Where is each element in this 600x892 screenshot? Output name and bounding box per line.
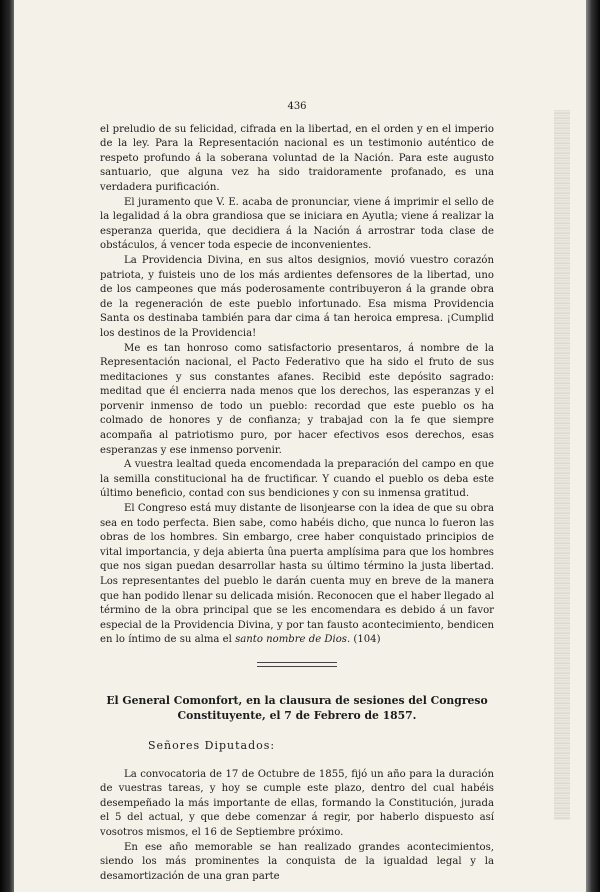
page-number: 436: [287, 101, 307, 112]
paragraph: el preludio de su felicidad, cifrada en la libertad, en el orden y en el imperio de la ley. Para la Representación nacional es un testimonio auténtico de respeto profundo á la soberana voluntad de la Nación. Para este augusto santuario, que alguna vez ha sido traidoramente profanado, es una verdadera purificación.: [100, 123, 494, 193]
paragraph: A vuestra lealtad queda encomendada la preparación del campo en que la semilla constitucional ha de fructificar. Y cuando el pueblo os deba este último beneficio, contad con sus bendiciones y con su inmensa gratitud.: [100, 459, 494, 500]
italic-phrase: santo nombre de Dios.: [235, 634, 351, 646]
paragraph: Me es tan honroso como satisfactorio presentaros, á nombre de la Representación nacional, el Pacto Federativo que ha sido el fruto de sus meditaciones y sus constantes afanes. Recibid este depósito sagrado: meditad que él encierra nada menos que los derechos, las esperanzas y el porvenir inmenso de todo un pueblo: recordad que este pueblo os ha colmado de honores y de confianza; y trabajad con la fe que siempre acompaña al patriotismo puro, por hacer efectivos esos derechos, esas esperanzas y ese inmenso porvenir.: [100, 342, 494, 456]
footnote-ref: (104): [350, 634, 381, 646]
heading-line: El General Comonfort, en la clausura de sesiones del Congreso: [106, 693, 488, 707]
paragraph-text: El Congreso está muy distante de lisonjearse con la idea de que su obra sea en todo perfecta. Bien sabe, como habéis dicho, que nunca lo fueron las obras de los hombres. Sin embargo, cree haber conquistado principios de vital importancia, y deja abierta ûna puerta amplísima para que los hombres que nos sigan puedan desarrollar hasta su último término la justa libertad. Los representantes del pueblo le darán cuenta muy en breve de la manera que han podido llenar su delicada misión. Reconocen que el haber llegado al término de la obra principal que se les encomendara es debido á un favor especial de la Providencia Divina, y por tan fausto acontecimiento, bendicen en lo íntimo de su alma el: [100, 503, 494, 646]
salutation: Señores Diputados:: [148, 738, 276, 752]
paragraph: La convocatoria de 17 de Octubre de 1855, fijó un año para la duración de vuestras tareas, y hoy se cumple este plazo, dentro del cual habéis desempeñado la más importante de ellas, formando la Constitución, jurada el 5 del actual, y que debe comenzar á regir, por haberlo dispuesto así vosotros mismos, el 16 de Septiembre próximo.: [100, 768, 494, 838]
scan-artifact-strip: [554, 110, 570, 820]
heading-line: Constituyente, el 7 de Febrero de 1857.: [177, 708, 417, 722]
paragraph: En ese año memorable se han realizado grandes acontecimientos, siendo los más prominentes la conquista de la igualdad legal y la desamortización de una gran parte: [100, 841, 494, 882]
paragraph-final: [100, 502, 494, 648]
paragraph: El juramento que V. E. acaba de pronunciar, viene á imprimir el sello de la legalidad á la obra grandiosa que se iniciara en Ayutla; viene á realizar la esperanza querida, que decidiera á la Nación á arrostrar toda clase de obstáculos, á vencer toda especie de inconvenientes.: [100, 196, 494, 252]
section-separator: [257, 662, 337, 667]
scan-right-edge: [586, 0, 600, 892]
paragraph: La Providencia Divina, en sus altos designios, movió vuestro corazón patriota, y fuisteis uno de los más ardientes defensores de la libertad, uno de los campeones que más poderosamente contribuyeron á la grande obra de la regeneración de este pueblo infortunado. Esa misma Providencia Santa os destinaba también para dar cima á tan heroica empresa. ¡Cumplid los destinos de la Providencia!: [100, 254, 494, 339]
section-heading: [100, 693, 494, 723]
page-body: [100, 100, 494, 884]
scan-left-edge: [0, 0, 14, 892]
